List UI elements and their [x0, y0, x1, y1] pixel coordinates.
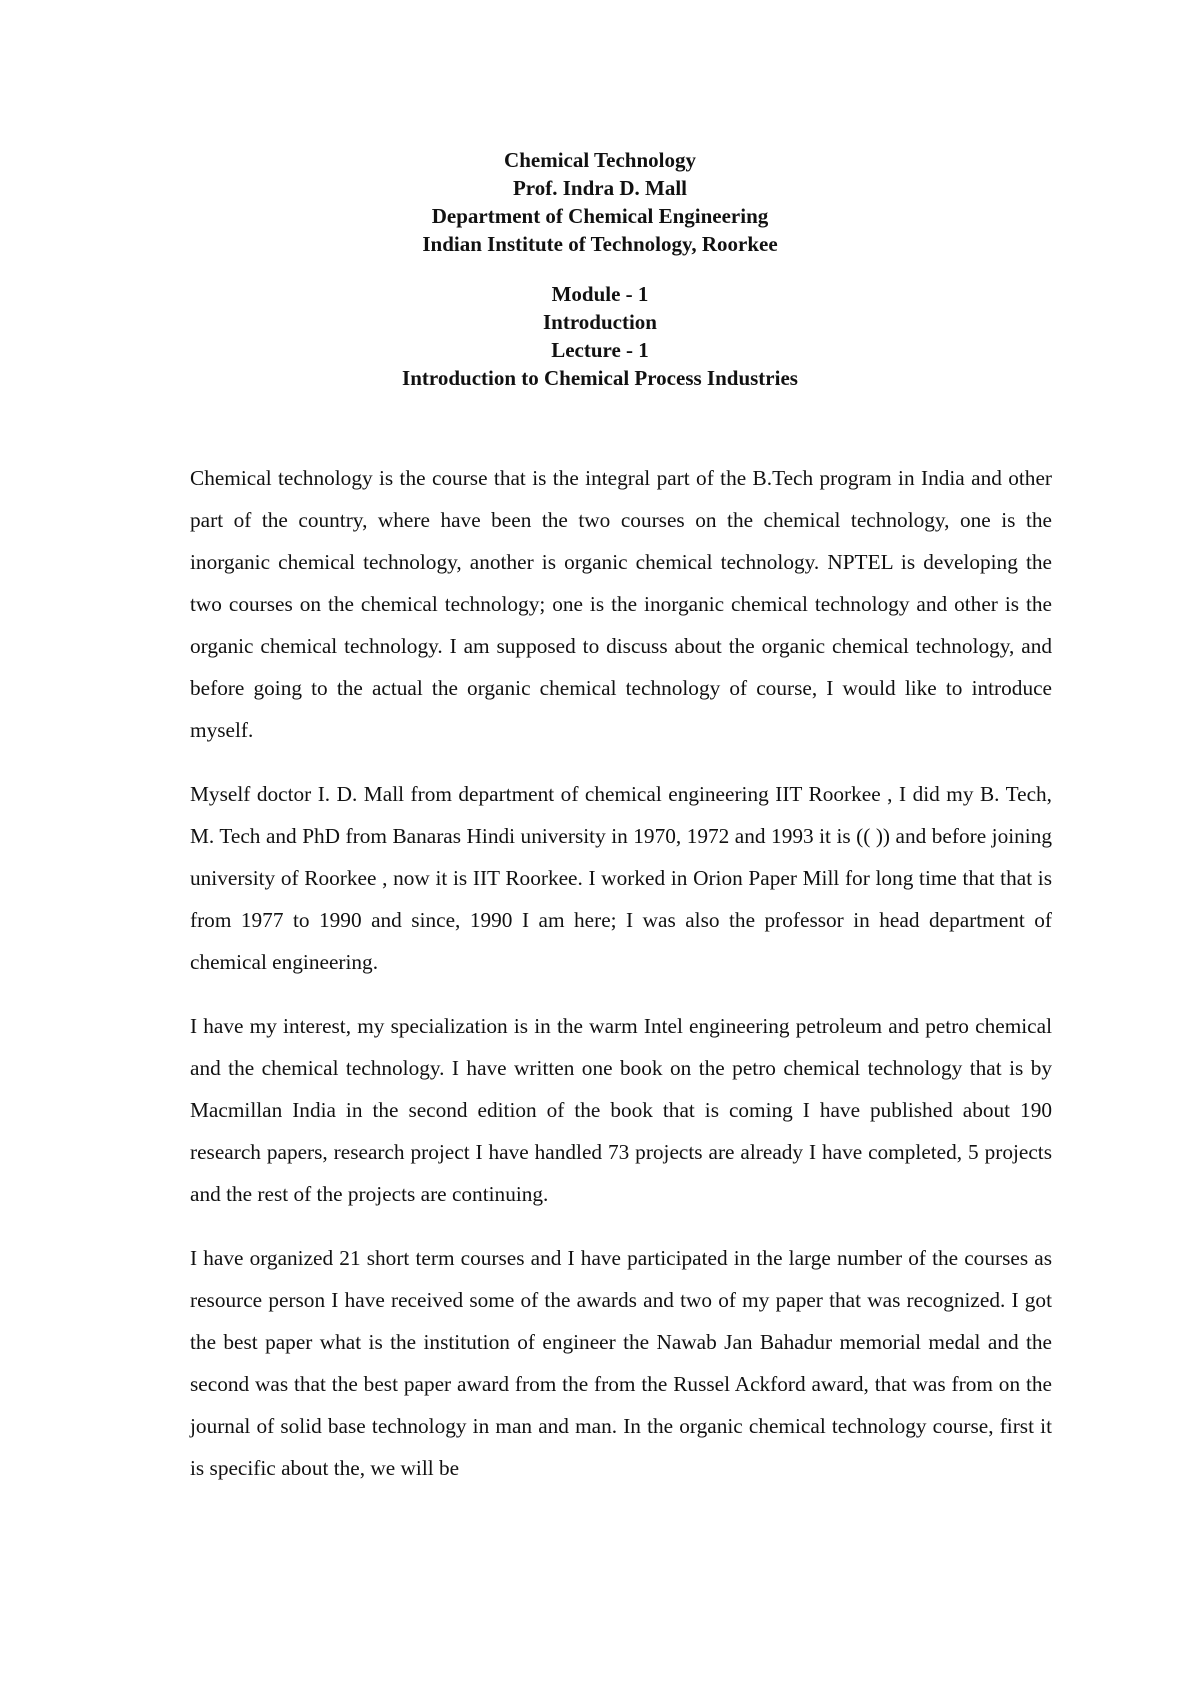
module-title: Introduction	[543, 310, 657, 334]
institute-name: Indian Institute of Technology, Roorkee	[422, 232, 778, 256]
professor-name: Prof. Indra D. Mall	[512, 176, 688, 200]
module-number: Module - 1	[551, 282, 649, 306]
lecture-header	[0, 146, 1200, 392]
paragraph-interests: I have my interest, my specialization is in the warm Intel engineering petroleum and petro chemical and the chemical technology. I have written one book on the petro chemical technology that is by Macmillan India in the second edition of the book that is coming I have published about 190 research papers, research project I have handled 73 projects are already I have completed, 5 projects and the rest of the projects are continuing.	[190, 1014, 1052, 1206]
department-name: Department of Chemical Engineering	[431, 204, 769, 228]
header-spacer	[0, 258, 1200, 280]
lecture-title: Introduction to Chemical Process Industries	[402, 366, 798, 390]
course-title: Chemical Technology	[504, 148, 696, 172]
lecture-body	[190, 457, 1052, 1511]
paragraph-awards: I have organized 21 short term courses and I have participated in the large number of the courses as resource person I have received some of the awards and two of my paper that was recognized. I got the best paper what is the institution of engineer the Nawab Jan Bahadur memorial medal and the second was that the best paper award from the from the Russel Ackford award, that was from on the journal of solid base technology in man and man. In the organic chemical technology course, first it is specific about the, we will be	[190, 1246, 1052, 1480]
paragraph-introduction: Chemical technology is the course that is the integral part of the B.Tech program in India and other part of the country, where have been the two courses on the chemical technology, one is the inorganic chemical technology, another is organic chemical technology. NPTEL is developing the two courses on the chemical technology; one is the inorganic chemical technology and other is the organic chemical technology. I am supposed to discuss about the organic chemical technology, and before going to the actual the organic chemical technology of course, I would like to introduce myself.	[190, 466, 1052, 742]
lecture-number: Lecture - 1	[551, 338, 649, 362]
paragraph-biography: Myself doctor I. D. Mall from department of chemical engineering IIT Roorkee , I did my B. Tech, M. Tech and PhD from Banaras Hindi university in 1970, 1972 and 1993 it is (( )) and before joining university of Roorkee , now it is IIT Roorkee. I worked in Orion Paper Mill for long time that that is from 1977 to 1990 and since, 1990 I am here; I was also the professor in head department of chemical engineering.	[190, 782, 1052, 974]
